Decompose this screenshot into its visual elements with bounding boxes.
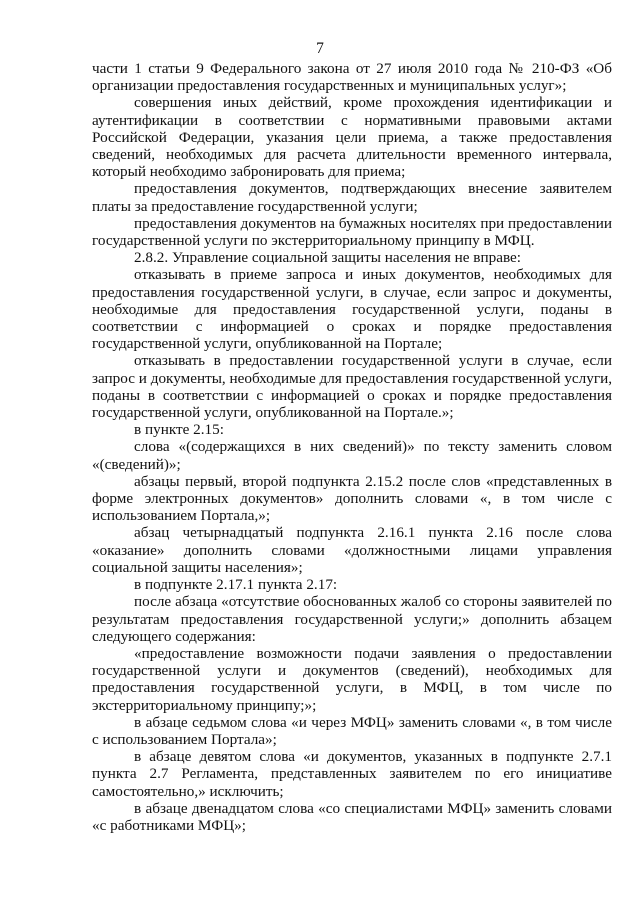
paragraph: совершения иных действий, кроме прохождения идентификации и аутентификации в соответствии с нормативными правовыми актами Российской Федерации, указания цели приема, а также предоставления сведений, необходимых для расчета длительности временного интервала, который необходимо забронировать для приема; bbox=[92, 94, 612, 181]
page-number: 7 bbox=[316, 40, 324, 57]
paragraph: в абзаце седьмом слова «и через МФЦ» заменить словами «, в том числе с использованием Портала»; bbox=[92, 713, 612, 748]
paragraph: предоставления документов, подтверждающих внесение заявителем платы за предоставление государственной услуги; bbox=[92, 180, 612, 215]
paragraph: в абзаце двенадцатом слова «со специалистами МФЦ» заменить словами «с работниками МФЦ»; bbox=[92, 799, 612, 834]
paragraph: 2.8.2. Управление социальной защиты населения не вправе: bbox=[134, 249, 521, 267]
paragraph: абзац четырнадцатый подпункта 2.16.1 пункта 2.16 после слова «оказание» дополнить словами «должностными лицами управления социальной защиты населения»; bbox=[92, 524, 612, 576]
paragraph: слова «(содержащихся в них сведений)» по тексту заменить словом «(сведений)»; bbox=[92, 438, 612, 473]
paragraph: в подпункте 2.17.1 пункта 2.17: bbox=[134, 576, 338, 594]
paragraph: в пункте 2.15: bbox=[134, 421, 224, 439]
document-body bbox=[92, 60, 612, 834]
paragraph: в абзаце девятом слова «и документов, указанных в подпункте 2.7.1 пункта 2.7 Регламента, представленных заявителем по его инициативе самостоятельно,» исключить; bbox=[92, 748, 612, 800]
paragraph: предоставления документов на бумажных носителях при предоставлении государственной услуги по экстерриториальному принципу в МФЦ. bbox=[92, 214, 612, 250]
paragraph: отказывать в приеме запроса и иных документов, необходимых для предоставления государственной услуги, в случае, если запрос и документы, необходимые для предоставления государственной услуги, поданы в соответствии с информацией о сроках и порядке предоставления государственной услуги, опубликованной на Портале; bbox=[92, 266, 612, 353]
paragraph: отказывать в предоставлении государственной услуги в случае, если запрос и документы, необходимые для предоставления государственной услуги, поданы в соответствии с информацией о сроках и порядке предоставления государственной услуги, опубликованной на Портале.»; bbox=[92, 352, 612, 422]
paragraph: после абзаца «отсутствие обоснованных жалоб со стороны заявителей по результатам предоставления государственной услуги;» дополнить абзацем следующего содержания: bbox=[92, 593, 612, 645]
paragraph: абзацы первый, второй подпункта 2.15.2 после слов «представленных в форме электронных документов» дополнить словами «, в том числе с использованием Портала,»; bbox=[92, 472, 612, 525]
paragraph: части 1 статьи 9 Федерального закона от 27 июля 2010 года № 210-ФЗ «Об организации предоставления государственных и муниципальных услуг»; bbox=[92, 60, 612, 95]
paragraph: «предоставление возможности подачи заявления о предоставлении государственной услуги и документов (сведений), необходимых для предоставления государственной услуги, в МФЦ, в том числе по экстерриториальному принципу;»; bbox=[92, 644, 612, 714]
